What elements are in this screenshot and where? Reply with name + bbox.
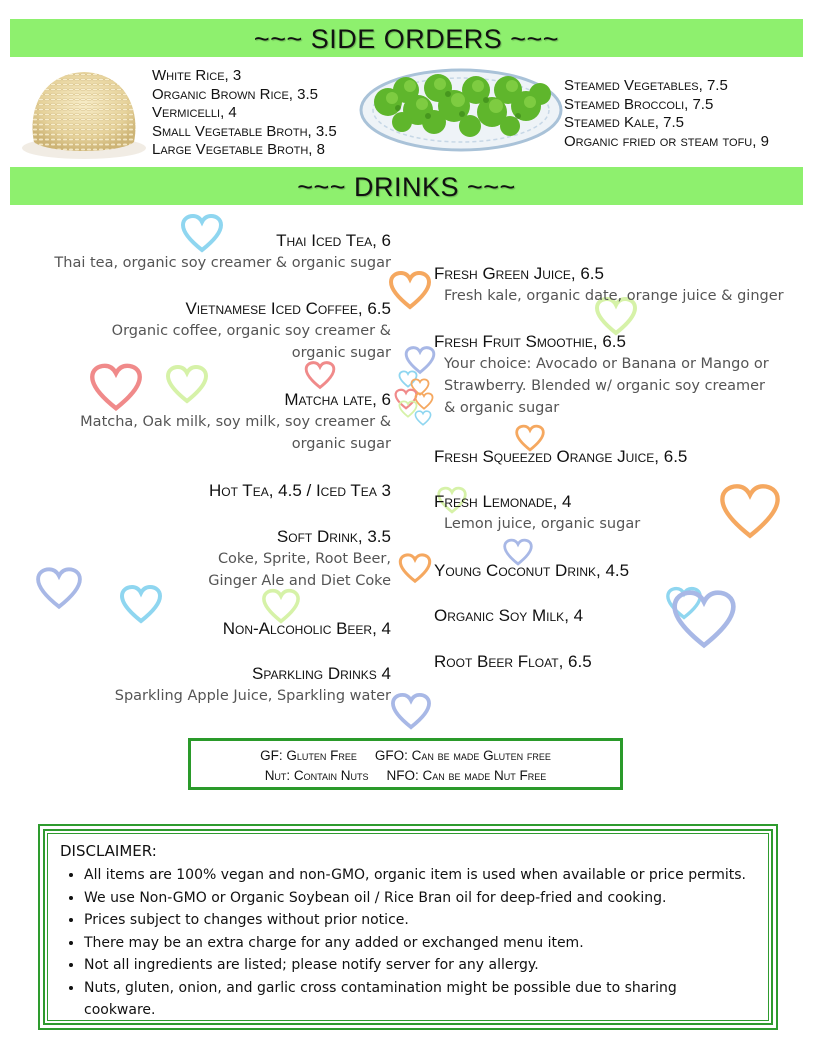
drink-name: Organic Soy Milk, 4 xyxy=(434,606,584,625)
legend-gfo: GFO: Can be made Gluten free xyxy=(374,748,551,763)
side-item: Vermicelli, 4 xyxy=(152,104,237,121)
drink-name: Fresh Lemonade, 4 xyxy=(434,492,572,511)
drink-name: Young Coconut Drink, 4.5 xyxy=(434,561,630,580)
drink-item xyxy=(434,491,804,535)
drink-item xyxy=(434,651,804,673)
drink-name: Sparkling Drinks 4 xyxy=(252,664,391,683)
heart-icon xyxy=(388,270,432,310)
side-item: Organic Brown Rice, 3.5 xyxy=(152,85,318,103)
side-item: Steamed Broccoli, 7.5 xyxy=(564,95,714,113)
drink-name: Hot Tea, 4.5 / Iced Tea 3 xyxy=(208,481,391,500)
legend-nfo: NFO: Can be made Nut Free xyxy=(386,768,547,783)
drink-item xyxy=(11,480,391,502)
drink-desc: Thai tea, organic soy creamer & organic sugar xyxy=(54,255,391,271)
drink-name: Thai Iced Tea, 6 xyxy=(276,231,391,250)
broccoli-image xyxy=(358,60,564,152)
drink-item xyxy=(11,389,391,455)
side-list-left xyxy=(152,67,337,160)
drink-item xyxy=(434,331,804,419)
side-orders-title: ~~~ SIDE ORDERS ~~~ xyxy=(253,24,560,54)
drink-item xyxy=(11,618,391,640)
drink-desc: Organic coffee, organic soy creamer & xyxy=(111,323,391,339)
drink-desc: organic sugar xyxy=(291,345,391,361)
drink-item xyxy=(11,298,391,364)
disclaimer-item: • We use Non-GMO or Organic Soybean oil / Rice Bran oil for deep-fried and cooking. xyxy=(84,887,756,910)
drink-name: Soft Drink, 3.5 xyxy=(276,527,391,546)
disclaimer-item: • Not all ingredients are listed; please notify server for any allergy. xyxy=(84,954,756,977)
drinks-title: ~~~ DRINKS ~~~ xyxy=(297,172,516,202)
drink-desc: & organic sugar xyxy=(444,400,560,416)
drink-desc: organic sugar xyxy=(291,436,391,452)
drink-item xyxy=(434,446,804,468)
side-item: Steamed Vegetables, 7.5 xyxy=(564,77,728,94)
drink-desc: Sparkling Apple Juice, Sparkling water xyxy=(114,688,391,704)
drink-name: Fresh Green Juice, 6.5 xyxy=(434,264,604,283)
drink-name: Root Beer Float, 6.5 xyxy=(434,652,592,671)
disclaimer-list xyxy=(60,864,756,1022)
drink-name: Non-Alcoholic Beer, 4 xyxy=(222,619,391,638)
drink-name: Matcha late, 6 xyxy=(284,390,391,409)
heart-icon xyxy=(304,360,336,390)
disclaimer-item: • Prices subject to changes without prior notice. xyxy=(84,909,756,932)
side-orders-banner xyxy=(10,19,803,57)
legend-gf: GF: Gluten Free xyxy=(260,748,357,763)
drink-item xyxy=(434,560,804,582)
drink-name: Vietnamese Iced Coffee, 6.5 xyxy=(185,299,391,318)
drink-desc: Matcha, Oak milk, soy milk, soy creamer & xyxy=(80,414,391,430)
drink-item xyxy=(434,263,804,307)
side-item: Small Vegetable Broth, 3.5 xyxy=(152,122,337,140)
heart-icon xyxy=(414,410,432,426)
drink-name: Fresh Squeezed Orange Juice, 6.5 xyxy=(434,447,688,466)
legend-nut: Nut: Contain Nuts xyxy=(264,768,369,783)
legend-box xyxy=(188,738,623,790)
disclaimer-item: • All items are 100% vegan and non-GMO, organic item is used when available or price permits. xyxy=(84,864,756,887)
drink-desc: Ginger Ale and Diet Coke xyxy=(208,573,391,589)
drink-name: Fresh Fruit Smoothie, 6.5 xyxy=(434,332,626,351)
disclaimer-item: • There may be an extra charge for any added or exchanged menu item. xyxy=(84,932,756,955)
disclaimer-item: • Nuts, gluten, onion, and garlic cross contamination might be possible due to sharing cookware. xyxy=(84,977,704,1022)
side-item: White Rice, 3 xyxy=(152,67,242,84)
heart-icon xyxy=(398,552,432,584)
side-item: Organic fried or steam tofu, 9 xyxy=(564,132,769,150)
rice-image xyxy=(20,62,148,160)
drink-desc: Strawberry. Blended w/ organic soy creamer xyxy=(444,378,766,394)
drink-item xyxy=(11,526,391,592)
disclaimer-title: DISCLAIMER: xyxy=(60,842,157,860)
side-item: Steamed Kale, 7.5 xyxy=(564,114,684,131)
side-list-right xyxy=(564,77,769,151)
drink-item xyxy=(11,230,391,274)
drinks-banner xyxy=(10,167,803,205)
heart-icon xyxy=(390,692,432,730)
drink-item xyxy=(434,605,804,627)
drink-desc: Fresh kale, organic date, orange juice & ginger xyxy=(444,288,784,304)
drink-item xyxy=(11,663,391,707)
disclaimer-box xyxy=(38,824,778,1030)
drink-desc: Lemon juice, organic sugar xyxy=(444,516,641,532)
drink-desc: Coke, Sprite, Root Beer, xyxy=(217,551,391,567)
drink-desc: Your choice: Avocado or Banana or Mango or xyxy=(444,356,769,372)
side-item: Large Vegetable Broth, 8 xyxy=(152,141,325,158)
